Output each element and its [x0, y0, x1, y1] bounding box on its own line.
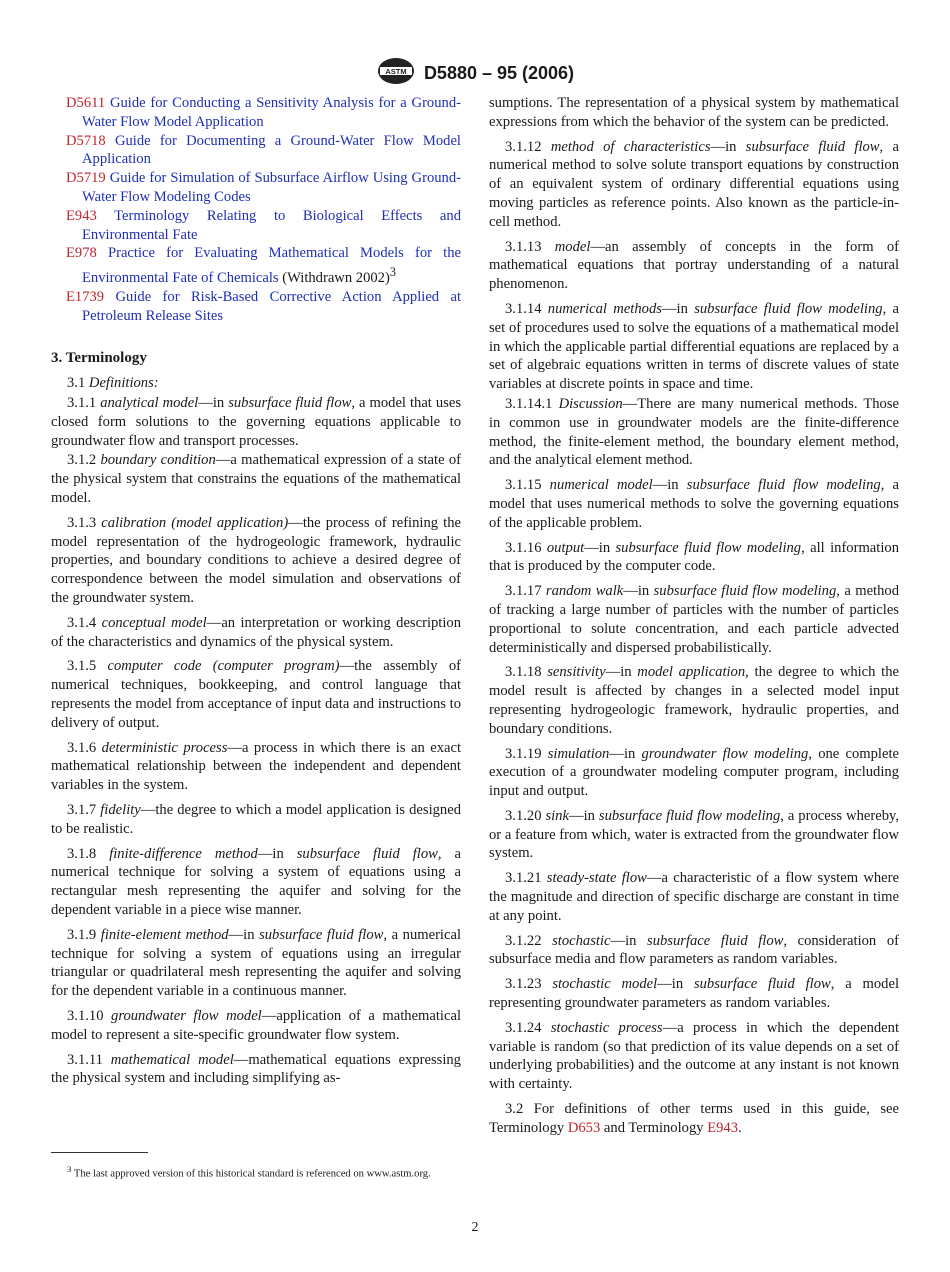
svg-text:ASTM: ASTM: [385, 67, 407, 76]
left-column: [51, 94, 461, 1094]
definition-paragraph: 3.1.13 model—an assembly of concepts in the form of mathematical equations that portray understanding of a natural phenomenon.: [489, 238, 899, 293]
definition-text: an interpretation or working description of the characteristics and dynamics of the physical system.: [51, 614, 461, 650]
definition-paragraph: 3.1.1 analytical model—in subsurface fluid flow, a model that uses closed form solutions to the governing equations applicable to groundwater flow and transport processes.: [51, 395, 462, 449]
definition-text: a characteristic of a flow system where the magnitude and direction of specific discharge are constant in time at any point.: [489, 870, 899, 924]
definition-text: , a model representing groundwater parameters as random variables.: [489, 976, 900, 1012]
definition-context: subsurface fluid flow modeling: [598, 807, 781, 824]
definition-term: boundary condition: [100, 452, 216, 469]
definition-number: 3.1.6: [67, 739, 97, 756]
definition-paragraph: 3.1.7 fidelity—the degree to which a model application is designed to be realistic.: [51, 801, 461, 837]
reference-item: [51, 94, 461, 132]
definition-text: a process in which there is an exact mathematical relationship between the independent and dependent variables in the system.: [51, 739, 462, 794]
definition-number: 3.1.17: [505, 583, 542, 600]
definition-term: finite-difference method: [109, 845, 258, 862]
definition-term: computer code (computer program): [107, 658, 340, 675]
definition-paragraph: 3.1.18 sensitivity—in model application, the degree to which the model result is affected by changes in a selected model input representing hydrogeologic framework, hydraulic properties, and boundary conditions.: [489, 664, 900, 737]
reference-code-link[interactable]: D5611: [66, 95, 106, 111]
definition-number: 3.1.20: [505, 807, 542, 824]
definition-term: conceptual model: [101, 614, 207, 631]
reference-code-link[interactable]: D5718: [66, 132, 106, 149]
definition-term: stochastic model: [552, 976, 658, 993]
definition-number: 3.1.18: [505, 664, 542, 681]
definition-paragraph: 3.1.12 method of characteristics—in subsurface fluid flow, a numerical method to solve solute transport equations by construction of an equivalent system of ordinary differential equations using moving particles as reference points. Also known as the particle-in-cell method.: [489, 138, 899, 230]
definition-term: steady-state flow: [546, 870, 647, 887]
definition-paragraph: 3.1.14.1 Discussion—There are many numerical methods. Those in common use in groundwater models are the finite-difference method, the finite-element method, the boundary element method, and the analytical element method.: [489, 395, 899, 469]
definition-paragraph: 3.1.23 stochastic model—in subsurface fluid flow, a model representing groundwater parameters as random variables.: [489, 976, 900, 1012]
definition-paragraph: 3.1.15 numerical model—in subsurface fluid flow modeling, a model that uses numerical methods to solve the governing equations of the applicable problem.: [489, 477, 899, 531]
definition-term: output: [546, 539, 585, 556]
definition-number: 3.1.23: [505, 976, 542, 993]
definition-paragraph: 3.1.17 random walk—in subsurface fluid flow modeling, a method of tracking a large number of particles with the number of particles proportional to solute concentration, and each particle advected deterministically and dispersed probabilistically.: [489, 583, 899, 656]
definition-number: 3.1.1: [67, 395, 97, 412]
closing-paragraph: 3.2 For definitions of other terms used in this guide, see Terminology D653 and Terminology E943.: [489, 1101, 899, 1136]
definition-paragraph: 3.1.10 groundwater flow model—application of a mathematical model to represent a site-specific groundwater flow system.: [51, 1007, 461, 1043]
definition-paragraph: 3.1.2 boundary condition—a mathematical expression of a state of the physical system that constrains the equations of the mathematical model.: [51, 452, 461, 506]
definition-number: 3.1.2: [67, 452, 97, 469]
definition-number: 3.1.19: [505, 745, 542, 762]
definition-text: , a model that uses closed form solutions to the governing equations applicable to groundwater flow and transport processes.: [51, 395, 462, 449]
reference-title-link[interactable]: Guide for Documenting a Ground-Water Flow Model Application: [82, 132, 461, 168]
definition-number: 3.1.15: [505, 477, 542, 494]
definition-paragraph: 3.1.3 calibration (model application)—the process of refining the model representation of the hydrogeologic framework, hydraulic properties, and boundary conditions to achieve a desired degree of correspondence between the model simulation and observations of the groundwater system.: [51, 514, 461, 606]
definition-paragraph: 3.1.24 stochastic process—a process in which the dependent variable is random (so that prediction of its value depends on a set of underlying probabilities) and the outcome at any instant is not known with certainty.: [489, 1019, 899, 1093]
definition-text: a process in which the dependent variable is random (so that prediction of its value depends on a set of underlying probabilities) and the outcome at any instant is not known with certainty.: [489, 1019, 899, 1093]
definition-term: stochastic: [552, 932, 611, 949]
page-number: 2: [471, 1220, 479, 1235]
definition-paragraph: 3.1.5 computer code (computer program)—the assembly of numerical techniques, bookkeeping, and control language that represents the model from acceptance of input data and instructions to delivery of output.: [51, 658, 461, 731]
page-header: [0, 56, 950, 91]
definition-paragraph: 3.1.22 stochastic—in subsurface fluid flow, consideration of subsurface media and flow parameters as random variables.: [489, 932, 899, 968]
section-heading: 3. Terminology: [51, 350, 147, 367]
definition-number: 3.1.8: [67, 845, 97, 862]
reference-item: [51, 288, 461, 326]
link-d653[interactable]: D653: [567, 1119, 601, 1136]
reference-title-link[interactable]: Practice for Evaluating Mathematical Models for the Environmental Fate of Chemicals: [82, 245, 461, 287]
definition-paragraph: 3.1.11 mathematical model—mathematical equations expressing the physical system and including simplifying as-: [51, 1051, 461, 1087]
reference-title-link[interactable]: Guide for Conducting a Sensitivity Analysis for a Ground-Water Flow Model Application: [82, 95, 461, 130]
definition-term: deterministic process: [101, 739, 228, 756]
reference-item: [51, 132, 461, 170]
reference-code-link[interactable]: E1739: [66, 288, 105, 305]
reference-item: [51, 244, 461, 287]
definition-paragraph: 3.1.20 sink—in subsurface fluid flow modeling, a process whereby, or a feature from which, water is extracted from the groundwater flow system.: [489, 807, 899, 862]
link-e943[interactable]: E943: [707, 1119, 739, 1136]
reference-title-link[interactable]: Guide for Risk-Based Corrective Action Applied at Petroleum Release Sites: [82, 288, 461, 324]
definition-text: , a numerical technique for solving a system of equations using a rectangular mesh representing the aquifer and solving for the dependent variable in a piece wise manner.: [51, 845, 461, 918]
definition-context: subsurface fluid flow: [259, 926, 384, 943]
astm-logo-icon: [376, 56, 416, 91]
definition-text: the assembly of numerical techniques, bookkeeping, and control language that represents the model from acceptance of input data and instructions to delivery of output.: [51, 658, 461, 731]
reference-code-link[interactable]: E943: [66, 207, 97, 224]
reference-note: (Withdrawn 2002): [278, 270, 390, 287]
definition-term: sensitivity: [547, 664, 606, 681]
definition-text: There are many numerical methods. Those in common use in groundwater models are the finite-difference method, the finite-element method, the boundary element method, and the analytical element method.: [489, 395, 899, 469]
definition-term: sink: [545, 807, 569, 824]
right-definitions: [489, 138, 899, 1094]
definition-text: the degree to which a model application is designed to be realistic.: [51, 801, 461, 837]
definition-context: groundwater flow modeling: [641, 745, 809, 762]
definition-number: 3.1.4: [67, 614, 97, 631]
definition-text: , a numerical method to solve solute transport equations by construction of an equivalent system of ordinary differential equations using moving particles as reference points. Also known as the particle-in-cell method.: [489, 138, 899, 230]
definition-paragraph: 3.1.4 conceptual model—an interpretation or working description of the characteristics and dynamics of the physical system.: [51, 614, 461, 650]
definition-term: analytical model: [100, 395, 199, 412]
definition-context: subsurface fluid flow modeling: [694, 300, 883, 317]
definition-number: 3.1.21: [505, 870, 542, 887]
definition-number: 3.1.14: [505, 300, 542, 317]
definition-term: finite-element method: [100, 926, 229, 943]
definition-text: , a set of procedures used to solve the equations of a mathematical model in which the applicable partial differential equations are replaced by a set of algebraic equations written in terms of discrete values of state variables at discrete points in space and time.: [489, 300, 899, 393]
definition-text: mathematical equations expressing the physical system and including simplifying as-: [51, 1051, 461, 1087]
reference-title-link[interactable]: Terminology Relating to Biological Effects and Environmental Fate: [82, 207, 461, 243]
definition-number: 3.1.13: [505, 238, 542, 255]
definition-term: model: [554, 238, 591, 255]
footnote-divider: [51, 1152, 148, 1153]
definition-context: subsurface fluid flow modeling: [615, 539, 802, 556]
definition-term: fidelity: [100, 801, 141, 818]
definition-term: mathematical model: [110, 1051, 234, 1068]
definition-context: subsurface fluid flow: [745, 138, 880, 155]
definition-context: subsurface fluid flow: [296, 845, 438, 862]
definition-paragraph: 3.1.8 finite-difference method—in subsurface fluid flow, a numerical technique for solving a system of equations using a rectangular mesh representing the aquifer and solving for the dependent variable in a piece wise manner.: [51, 845, 461, 918]
definition-number: 3.1.12: [505, 138, 542, 155]
continuation-paragraph: sumptions. The representation of a physical system by mathematical expressions from which the behavior of the system can be predicted.: [489, 95, 899, 130]
reference-code-link[interactable]: E978: [66, 245, 97, 262]
definition-number: 3.1.14.1: [505, 395, 553, 412]
reference-item: [51, 169, 461, 207]
definition-number: 3.1.22: [505, 932, 542, 949]
document-designation: D5880 – 95 (2006): [423, 63, 575, 83]
footnote-marker: 3: [389, 265, 396, 280]
definition-paragraph: 3.1.6 deterministic process—a process in which there is an exact mathematical relationship between the independent and dependent variables in the system.: [51, 739, 462, 794]
definition-term: simulation: [547, 745, 610, 762]
referenced-documents-list: [51, 94, 461, 325]
definition-term: method of characteristics: [550, 138, 711, 155]
definition-text: , a model that uses numerical methods to solve the governing equations of the applicable problem.: [489, 477, 899, 531]
definition-paragraph: 3.1.16 output—in subsurface fluid flow modeling, all information that is produced by the computer code.: [489, 539, 899, 575]
definition-text: , consideration of subsurface media and flow parameters as random variables.: [489, 932, 899, 968]
definition-text: , all information that is produced by the computer code.: [489, 539, 899, 575]
definition-context: subsurface fluid flow modeling: [653, 583, 837, 600]
definition-number: 3.1.5: [67, 658, 97, 675]
definition-term: groundwater flow model: [111, 1007, 262, 1024]
definition-text: application of a mathematical model to represent a site-specific groundwater flow system.: [51, 1007, 461, 1043]
definition-text: the process of refining the model representation of the hydrogeologic framework, hydraulic properties, and boundary conditions to achieve a desired degree of correspondence between the model simulation and observations of the groundwater system.: [51, 514, 461, 606]
definition-context: subsurface fluid flow: [647, 932, 784, 949]
definition-number: 3.1.7: [67, 801, 97, 818]
definition-text: , a numerical technique for solving a system of equations using an irregular triangular or quadrilateral mesh representing the aquifer and solving for the dependent variable in a continuous manner.: [51, 926, 462, 1000]
definition-text: , a process whereby, or a feature from which, water is extracted from the groundwater flow system.: [489, 807, 899, 862]
definition-term: numerical model: [549, 477, 653, 494]
definition-text: an assembly of concepts in the form of mathematical equations that portray understanding of a natural phenomenon.: [489, 238, 899, 293]
definition-paragraph: 3.1.21 steady-state flow—a characteristic of a flow system where the magnitude and direction of specific discharge are constant in time at any point.: [489, 870, 899, 924]
definition-context: subsurface fluid flow: [693, 976, 831, 993]
definition-text: a mathematical expression of a state of the physical system that constrains the equations of the mathematical model.: [51, 452, 461, 506]
right-column: [489, 94, 899, 1144]
footnote: $^3$ The last approved version of this historical standard is referenced on www.astm.org.: [67, 1164, 431, 1180]
definition-text: , one complete execution of a groundwater modeling computer program, including input and output.: [489, 745, 899, 800]
left-definitions: [51, 394, 461, 1088]
definition-paragraph: 3.1.19 simulation—in groundwater flow modeling, one complete execution of a groundwater modeling computer program, including input and output.: [489, 745, 899, 800]
definition-number: 3.1.9: [67, 926, 97, 943]
definition-number: 3.1.10: [67, 1007, 104, 1024]
definition-term: calibration (model application): [101, 514, 289, 531]
definition-number: 3.1.16: [505, 539, 542, 556]
definition-text: , the degree to which the model result is affected by changes in a selected model input representing hydrogeologic framework, hydraulic properties, and boundary conditions.: [489, 664, 900, 737]
definition-term: random walk: [545, 583, 624, 600]
definition-term: numerical methods: [547, 300, 662, 317]
definition-paragraph: 3.1.14 numerical methods—in subsurface fluid flow modeling, a set of procedures used to solve the equations of a mathematical model in which the applicable partial differential equations are replaced by a set of algebraic equations written in terms of discrete values of state variables at discrete points in space and time.: [489, 300, 899, 393]
definitions-subheading: 3.1 Definitions:: [67, 375, 159, 392]
definition-context: subsurface fluid flow modeling: [686, 477, 881, 494]
definition-term: stochastic process: [550, 1019, 663, 1036]
definition-term: Discussion: [558, 395, 623, 412]
reference-item: [51, 207, 461, 245]
definition-context: subsurface fluid flow: [228, 395, 352, 412]
definition-number: 3.1.3: [67, 514, 97, 531]
definition-number: 3.1.24: [505, 1019, 542, 1036]
reference-code-link[interactable]: D5719: [66, 170, 106, 187]
definition-number: 3.1.11: [67, 1051, 103, 1068]
definition-paragraph: 3.1.9 finite-element method—in subsurface fluid flow, a numerical technique for solving a system of equations using an irregular triangular or quadrilateral mesh representing the aquifer and solving for the dependent variable in a continuous manner.: [51, 926, 462, 1000]
definition-context: model application: [637, 664, 746, 681]
reference-title-link[interactable]: Guide for Simulation of Subsurface Airflow Using Ground-Water Flow Modeling Codes: [82, 170, 461, 205]
definition-text: , a method of tracking a large number of particles with the number of particles proportional to solute concentration, and each particle advected deterministically and dispersed probabilistically.: [489, 583, 899, 656]
